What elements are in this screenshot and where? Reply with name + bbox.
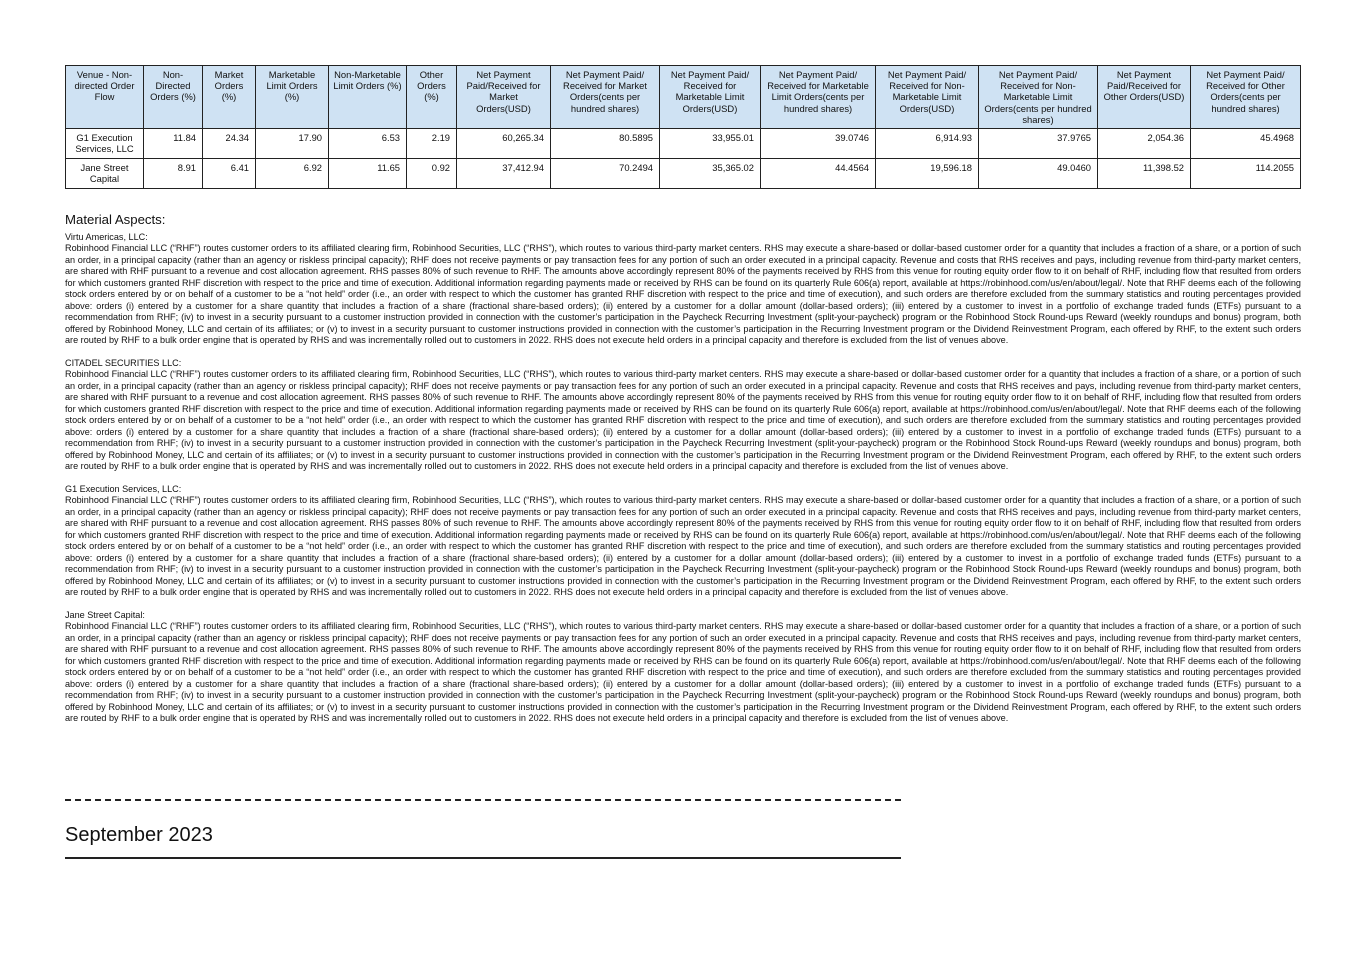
venue-payments-table xyxy=(65,65,1301,189)
column-header: Net Payment Paid/ Received for Non-Marketable Limit Orders(cents per hundred shares) xyxy=(979,66,1098,129)
table-header-row xyxy=(66,66,1301,129)
table-cell: 70.2494 xyxy=(551,159,660,189)
disclosure-paragraph: Robinhood Financial LLC (“RHF”) routes customer orders to its affiliated clearing firm, Robinhood Securities, LLC (“RHS”), which routes to various third-party market centers. RHS may execute a share-based or dollar-based customer order for a quantity that includes a fraction of a share, or a portion of such an order, in a principal capacity (rather than an agency or riskless principal capacity); RHF does not receive payments or pay transaction fees for any portion of such an order executed in a principal capacity. Revenue and costs that RHS receives and pays, including revenue from third-party market centers, are shared with RHF pursuant to a revenue and cost allocation agreement. RHS passes 80% of such revenue to RHF. The amounts above accordingly represent 80% of the payments received by RHS from this venue for routing equity order flow to it on behalf of RHF, including flow that resulted from orders for which customers granted RHF discretion with respect to the price and time of execution. Additional information regarding payments made or received by RHS can be found on its quarterly Rule 606(a) report, available at https://robinhood.com/us/en/about/legal/. Note that RHF deems each of the following stock orders entered by or on behalf of a customer to be a “not held” order (i.e., an order with respect to which the customer has granted RHF discretion with respect to the price and time of execution), and such orders are therefore excluded from the summary statistics and routing percentages provided above: orders (i) entered by a customer for a share quantity that includes a fraction of a share (fractional share-based orders); (ii) entered by a customer for a dollar amount (dollar-based orders); (iii) entered by a customer to invest in a portfolio of exchange traded funds (ETFs) pursuant to a recommendation from RHF; (iv) to invest in a security pursuant to a customer instruction provided in connection with the customer’s participation in the Paycheck Recurring Investment (split-your-paycheck) program or the Robinhood Stock Round-ups Reward (weekly roundups and bonus) program, both offered by Robinhood Money, LLC and certain of its affiliates; or (v) to invest in a security pursuant to customer instructions provided in connection with the customer’s participation in the Recurring Investment program or the Dividend Reinvestment Program, each offered by RHF, to the extent such orders are routed by RHF to a bulk order engine that is operated by RHS and was incrementally rolled out to customers in 2022. RHS does not execute held orders in a principal capacity and therefore is excluded from the list of venues above. xyxy=(65,369,1301,472)
table-cell: 37,412.94 xyxy=(457,159,551,189)
table-cell: 11.65 xyxy=(329,159,407,189)
column-header: Non-Marketable Limit Orders (%) xyxy=(329,66,407,129)
material-aspects-heading: Material Aspects: xyxy=(65,212,166,228)
table-cell: 6.53 xyxy=(329,129,407,159)
disclosure-paragraph: Robinhood Financial LLC (“RHF”) routes customer orders to its affiliated clearing firm, Robinhood Securities, LLC (“RHS”), which routes to various third-party market centers. RHS may execute a share-based or dollar-based customer order for a quantity that includes a fraction of a share, or a portion of such an order, in a principal capacity (rather than an agency or riskless principal capacity); RHF does not receive payments or pay transaction fees for any portion of such an order executed in a principal capacity. Revenue and costs that RHS receives and pays, including revenue from third-party market centers, are shared with RHF pursuant to a revenue and cost allocation agreement. RHS passes 80% of such revenue to RHF. The amounts above accordingly represent 80% of the payments received by RHS from this venue for routing equity order flow to it on behalf of RHF, including flow that resulted from orders for which customers granted RHF discretion with respect to the price and time of execution. Additional information regarding payments made or received by RHS can be found on its quarterly Rule 606(a) report, available at https://robinhood.com/us/en/about/legal/. Note that RHF deems each of the following stock orders entered by or on behalf of a customer to be a “not held” order (i.e., an order with respect to which the customer has granted RHF discretion with respect to the price and time of execution), and such orders are therefore excluded from the summary statistics and routing percentages provided above: orders (i) entered by a customer for a share quantity that includes a fraction of a share (fractional share-based orders); (ii) entered by a customer for a dollar amount (dollar-based orders); (iii) entered by a customer to invest in a portfolio of exchange traded funds (ETFs) pursuant to a recommendation from RHF; (iv) to invest in a security pursuant to a customer instruction provided in connection with the customer’s participation in the Paycheck Recurring Investment (split-your-paycheck) program or the Robinhood Stock Round-ups Reward (weekly roundups and bonus) program, both offered by Robinhood Money, LLC and certain of its affiliates; or (v) to invest in a security pursuant to customer instructions provided in connection with the customer’s participation in the Recurring Investment program or the Dividend Reinvestment Program, each offered by RHF, to the extent such orders are routed by RHF to a bulk order engine that is operated by RHS and was incrementally rolled out to customers in 2022. RHS does not execute held orders in a principal capacity and therefore is excluded from the list of venues above. xyxy=(65,621,1301,723)
column-header: Market Orders (%) xyxy=(203,66,256,129)
venue-heading: CITADEL SECURITIES LLC: xyxy=(65,357,182,368)
table-cell: 39.0746 xyxy=(761,129,876,159)
table-cell: 114.2055 xyxy=(1191,159,1301,189)
report-page xyxy=(65,65,1301,736)
disclosure-paragraph: Robinhood Financial LLC (“RHF”) routes customer orders to its affiliated clearing firm, Robinhood Securities, LLC (“RHS”), which routes to various third-party market centers. RHS may execute a share-based or dollar-based customer order for a quantity that includes a fraction of a share, or a portion of such an order, in a principal capacity (rather than an agency or riskless principal capacity); RHF does not receive payments or pay transaction fees for any portion of such an order executed in a principal capacity. Revenue and costs that RHS receives and pays, including revenue from third-party market centers, are shared with RHF pursuant to a revenue and cost allocation agreement. RHS passes 80% of such revenue to RHF. The amounts above accordingly represent 80% of the payments received by RHS from this venue for routing equity order flow to it on behalf of RHF, including flow that resulted from orders for which customers granted RHF discretion with respect to the price and time of execution. Additional information regarding payments made or received by RHS can be found on its quarterly Rule 606(a) report, available at https://robinhood.com/us/en/about/legal/. Note that RHF deems each of the following stock orders entered by or on behalf of a customer to be a “not held” order (i.e., an order with respect to which the customer has granted RHF discretion with respect to the price and time of execution), and such orders are therefore excluded from the summary statistics and routing percentages provided above: orders (i) entered by a customer for a share quantity that includes a fraction of a share (fractional share-based orders); (ii) entered by a customer for a dollar amount (dollar-based orders); (iii) entered by a customer to invest in a portfolio of exchange traded funds (ETFs) pursuant to a recommendation from RHF; (iv) to invest in a security pursuant to a customer instruction provided in connection with the customer’s participation in the Paycheck Recurring Investment (split-your-paycheck) program or the Robinhood Stock Round-ups Reward (weekly roundups and bonus) program, both offered by Robinhood Money, LLC and certain of its affiliates; or (v) to invest in a security pursuant to customer instructions provided in connection with the customer’s participation in the Recurring Investment program or the Dividend Reinvestment Program, each offered by RHF, to the extent such orders are routed by RHF to a bulk order engine that is operated by RHS and was incrementally rolled out to customers in 2022. RHS does not execute held orders in a principal capacity and therefore is excluded from the list of venues above. xyxy=(65,243,1301,346)
table-cell: 33,955.01 xyxy=(660,129,761,159)
material-aspect-section xyxy=(65,232,1301,347)
venue-name-cell: G1 Execution Services, LLC xyxy=(66,129,144,159)
table-cell: 0.92 xyxy=(407,159,457,189)
table-cell: 24.34 xyxy=(203,129,256,159)
disclosure-paragraph: Robinhood Financial LLC (“RHF”) routes customer orders to its affiliated clearing firm, Robinhood Securities, LLC (“RHS”), which routes to various third-party market centers. RHS may execute a share-based or dollar-based customer order for a quantity that includes a fraction of a share, or a portion of such an order, in a principal capacity (rather than an agency or riskless principal capacity); RHF does not receive payments or pay transaction fees for any portion of such an order executed in a principal capacity. Revenue and costs that RHS receives and pays, including revenue from third-party market centers, are shared with RHF pursuant to a revenue and cost allocation agreement. RHS passes 80% of such revenue to RHF. The amounts above accordingly represent 80% of the payments received by RHS from this venue for routing equity order flow to it on behalf of RHF, including flow that resulted from orders for which customers granted RHF discretion with respect to the price and time of execution. Additional information regarding payments made or received by RHS can be found on its quarterly Rule 606(a) report, available at https://robinhood.com/us/en/about/legal/. Note that RHF deems each of the following stock orders entered by or on behalf of a customer to be a “not held” order (i.e., an order with respect to which the customer has granted RHF discretion with respect to the price and time of execution), and such orders are therefore excluded from the summary statistics and routing percentages provided above: orders (i) entered by a customer for a share quantity that includes a fraction of a share (fractional share-based orders); (ii) entered by a customer for a dollar amount (dollar-based orders); (iii) entered by a customer to invest in a portfolio of exchange traded funds (ETFs) pursuant to a recommendation from RHF; (iv) to invest in a security pursuant to a customer instruction provided in connection with the customer’s participation in the Paycheck Recurring Investment (split-your-paycheck) program or the Robinhood Stock Round-ups Reward (weekly roundups and bonus) program, both offered by Robinhood Money, LLC and certain of its affiliates; or (v) to invest in a security pursuant to customer instructions provided in connection with the customer’s participation in the Recurring Investment program or the Dividend Reinvestment Program, each offered by RHF, to the extent such orders are routed by RHF to a bulk order engine that is operated by RHS and was incrementally rolled out to customers in 2022. RHS does not execute held orders in a principal capacity and therefore is excluded from the list of venues above. xyxy=(65,495,1301,598)
table-cell: 80.5895 xyxy=(551,129,660,159)
solid-divider xyxy=(65,857,901,859)
material-aspect-section xyxy=(65,358,1301,473)
table-cell: 45.4968 xyxy=(1191,129,1301,159)
table-cell: 11.84 xyxy=(144,129,203,159)
dashed-divider xyxy=(65,799,901,801)
table-cell: 17.90 xyxy=(256,129,329,159)
column-header: Other Orders (%) xyxy=(407,66,457,129)
table-cell: 35,365.02 xyxy=(660,159,761,189)
column-header: Net Payment Paid/ Received for Marketable Limit Orders(cents per hundred shares) xyxy=(761,66,876,129)
table-cell: 37.9765 xyxy=(979,129,1098,159)
column-header: Net Payment Paid/Received for Other Orders(USD) xyxy=(1098,66,1191,129)
venue-heading: Virtu Americas, LLC: xyxy=(65,232,148,243)
column-header: Net Payment Paid/ Received for Market Orders(cents per hundred shares) xyxy=(551,66,660,129)
table-cell: 8.91 xyxy=(144,159,203,189)
column-header: Net Payment Paid/ Received for Other Orders(cents per hundred shares) xyxy=(1191,66,1301,129)
table-cell: 6.41 xyxy=(203,159,256,189)
table-cell: 49.0460 xyxy=(979,159,1098,189)
column-header: Net Payment Paid/ Received for Non-Marketable Limit Orders(USD) xyxy=(876,66,979,129)
table-cell: 44.4564 xyxy=(761,159,876,189)
column-header: Non-Directed Orders (%) xyxy=(144,66,203,129)
table-cell: 6.92 xyxy=(256,159,329,189)
table-cell: 60,265.34 xyxy=(457,129,551,159)
venue-heading: G1 Execution Services, LLC: xyxy=(65,483,182,494)
column-header: Net Payment Paid/ Received for Marketable Limit Orders(USD) xyxy=(660,66,761,129)
venue-heading: Jane Street Capital: xyxy=(65,609,145,620)
venue-name-cell: Jane Street Capital xyxy=(66,159,144,189)
material-aspect-section xyxy=(65,484,1301,599)
table-cell: 11,398.52 xyxy=(1098,159,1191,189)
column-header: Marketable Limit Orders (%) xyxy=(256,66,329,129)
table-cell: 6,914.93 xyxy=(876,129,979,159)
table-cell: 19,596.18 xyxy=(876,159,979,189)
report-month-title: September 2023 xyxy=(65,824,213,846)
table-row xyxy=(66,129,1301,159)
material-aspect-section xyxy=(65,610,1301,725)
column-header: Venue - Non-directed Order Flow xyxy=(66,66,144,129)
column-header: Net Payment Paid/Received for Market Orders(USD) xyxy=(457,66,551,129)
table-cell: 2,054.36 xyxy=(1098,129,1191,159)
table-cell: 2.19 xyxy=(407,129,457,159)
table-row xyxy=(66,159,1301,189)
